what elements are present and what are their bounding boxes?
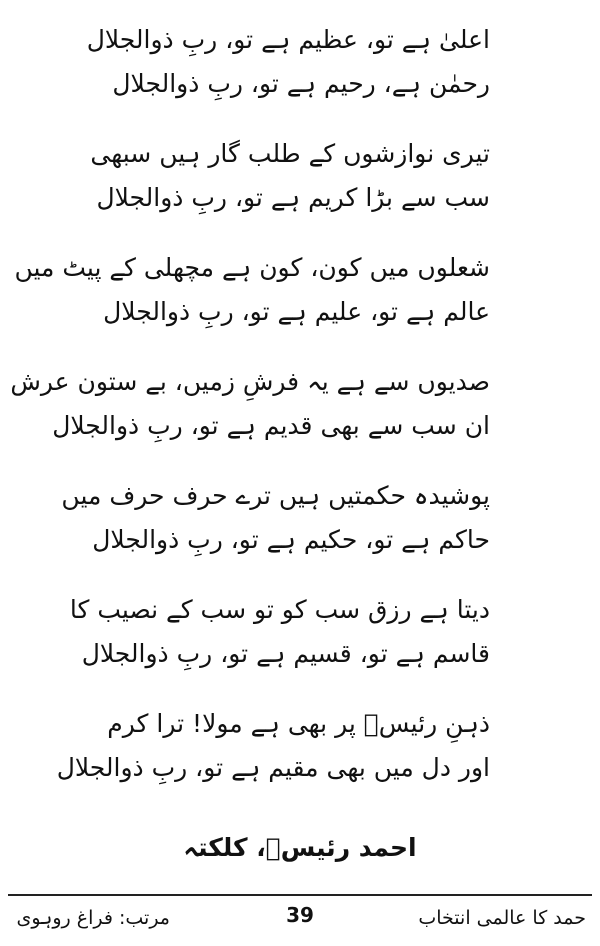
poem [10,18,490,790]
stanza-5 [61,474,490,562]
poem-line: ان سب سے بھی قدیم ہے تو، ربِ ذوالجلال [52,411,490,440]
footer-divider [8,894,592,896]
stanza-7 [56,702,490,790]
footer-book-title: حمد کا عالمی انتخاب [418,907,586,929]
poem-line: رحمٰن ہے، رحیم ہے تو، ربِ ذوالجلال [112,69,490,98]
stanza-1 [86,18,490,106]
poem-line: اعلیٰ ہے تو، عظیم ہے تو، ربِ ذوالجلال [86,25,490,54]
poem-line: شعلوں میں کون، کون ہے مچھلی کے پیٹ میں [14,253,490,282]
poem-line: ذہنِ رئیسؔ پر بھی ہے مولا! ترا کرم [107,709,490,738]
poem-line: قاسم ہے تو، قسیم ہے تو، ربِ ذوالجلال [81,639,490,668]
stanza-3 [14,246,490,334]
poem-line: سب سے بڑا کریم ہے تو، ربِ ذوالجلال [96,183,490,212]
poem-line: عالم ہے تو، علیم ہے تو، ربِ ذوالجلال [103,297,490,326]
footer-compiler: مرتب: فراغ روہوی [16,907,170,929]
stanza-6 [69,588,490,676]
stanza-2 [90,132,490,220]
poem-line: حاکم ہے تو، حکیم ہے تو، ربِ ذوالجلال [92,525,490,554]
poem-line: پوشیدہ حکمتیں ہیں ترے حرف حرف میں [61,481,490,510]
page-number: 39 [286,903,314,927]
poem-line: صدیوں سے ہے یہ فرشِ زمیں، بے ستون عرش [10,367,490,396]
poem-line: تیری نوازشوں کے طلب گار ہیں سبھی [90,139,490,168]
stanza-4 [10,360,490,448]
poet-signature: احمد رئیسؔ، کلکتہ [183,833,417,862]
poem-line: دیتا ہے رزق سب کو تو سب کے نصیب کا [69,595,490,624]
poem-line: اور دل میں بھی مقیم ہے تو، ربِ ذوالجلال [56,753,490,782]
